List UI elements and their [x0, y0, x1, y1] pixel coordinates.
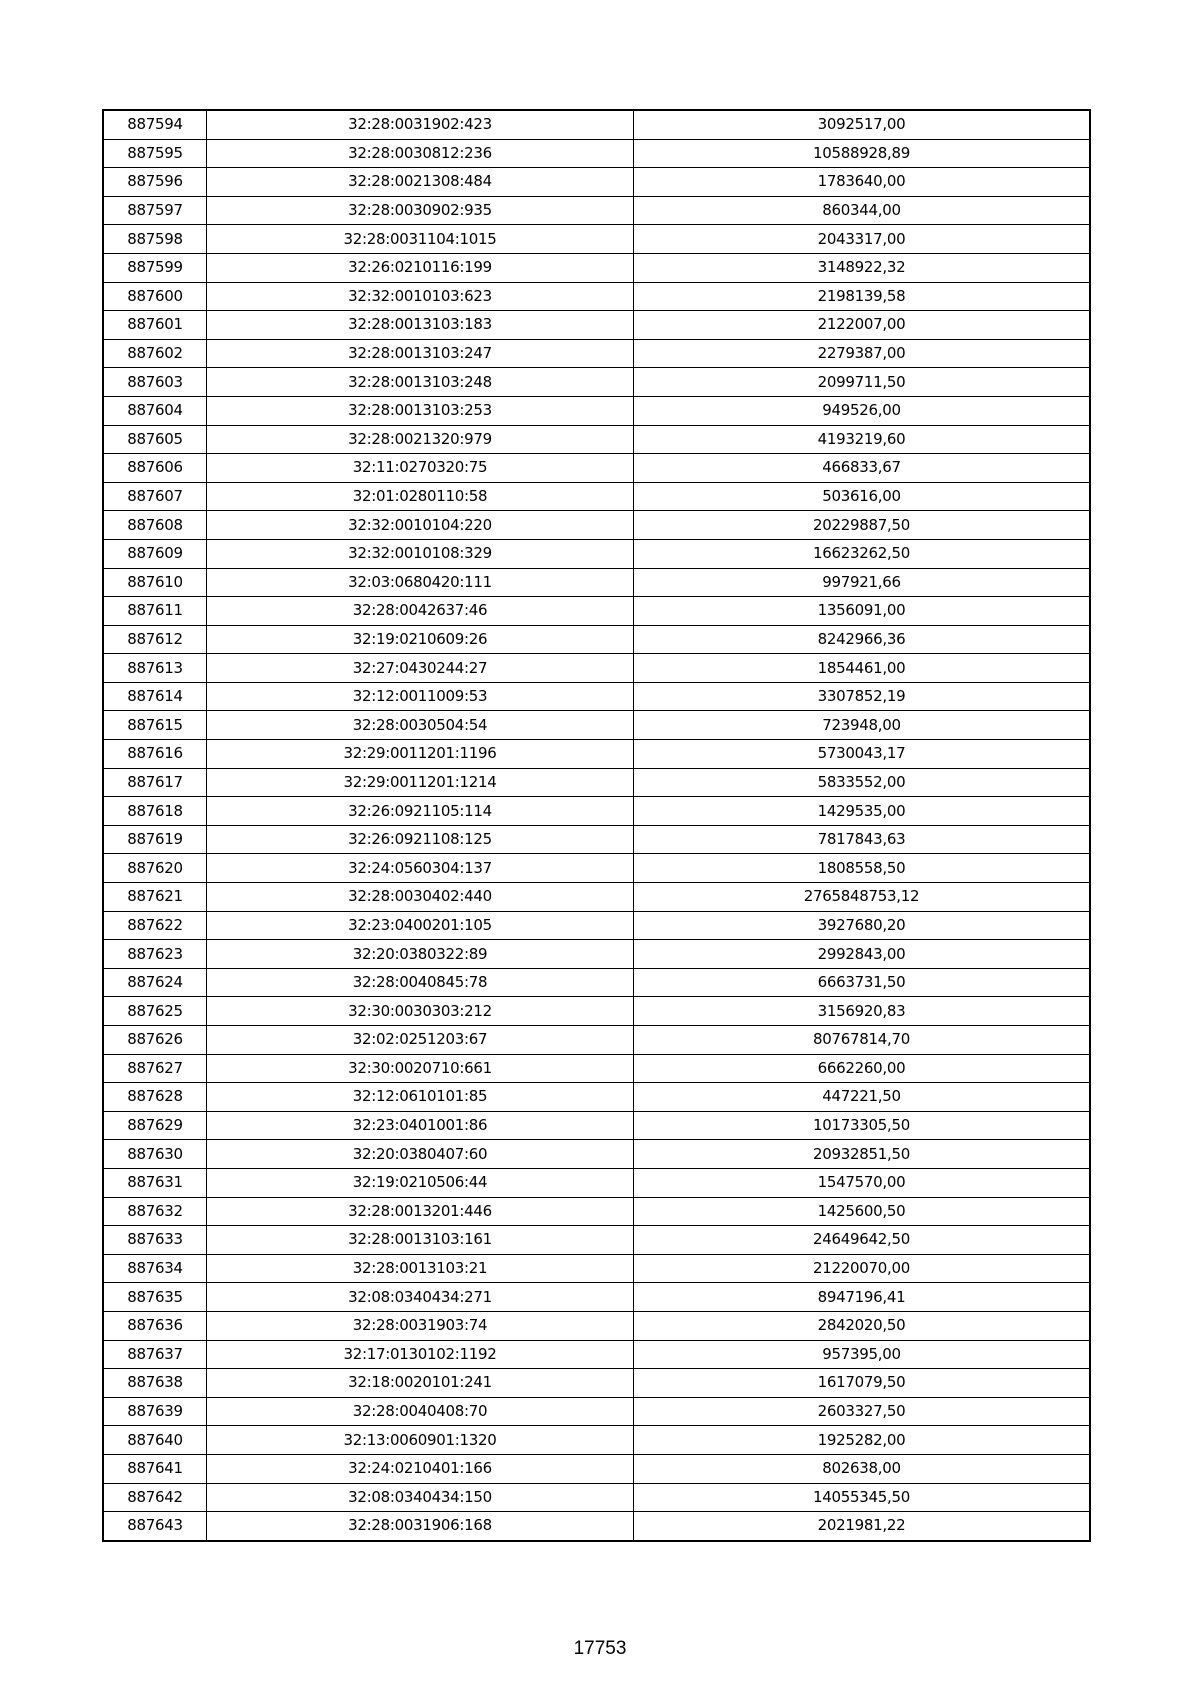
- cadastral-number-cell: 32:02:0251203:67: [207, 1026, 634, 1055]
- table-row: [103, 940, 1090, 969]
- cadastral-value-cell: 2021981,22: [634, 1512, 1091, 1541]
- row-id-cell: 887634: [103, 1254, 207, 1283]
- table-row: [103, 168, 1090, 197]
- cadastral-value-cell: 3092517,00: [634, 110, 1091, 139]
- row-id-cell: 887623: [103, 940, 207, 969]
- row-id-cell: 887622: [103, 911, 207, 940]
- cadastral-number-cell: 32:24:0560304:137: [207, 854, 634, 883]
- cadastral-value-cell: 4193219,60: [634, 425, 1091, 454]
- cadastral-value-cell: 2122007,00: [634, 311, 1091, 340]
- table-row: [103, 1197, 1090, 1226]
- cadastral-value-cell: 2279387,00: [634, 339, 1091, 368]
- row-id-cell: 887613: [103, 654, 207, 683]
- table-row: [103, 825, 1090, 854]
- table-row: [103, 1483, 1090, 1512]
- cadastral-value-cell: 80767814,70: [634, 1026, 1091, 1055]
- table-row: [103, 682, 1090, 711]
- table-row: [103, 1454, 1090, 1483]
- cadastral-value-cell: 20932851,50: [634, 1140, 1091, 1169]
- row-id-cell: 887626: [103, 1026, 207, 1055]
- cadastral-number-cell: 32:03:0680420:111: [207, 568, 634, 597]
- row-id-cell: 887598: [103, 225, 207, 254]
- cadastral-number-cell: 32:08:0340434:271: [207, 1283, 634, 1312]
- cadastral-value-cell: 2842020,50: [634, 1311, 1091, 1340]
- cadastral-value-cell: 2992843,00: [634, 940, 1091, 969]
- table-row: [103, 454, 1090, 483]
- row-id-cell: 887617: [103, 768, 207, 797]
- table-row: [103, 911, 1090, 940]
- row-id-cell: 887611: [103, 597, 207, 626]
- row-id-cell: 887635: [103, 1283, 207, 1312]
- table-row: [103, 568, 1090, 597]
- table-row: [103, 768, 1090, 797]
- row-id-cell: 887632: [103, 1197, 207, 1226]
- table-row: [103, 1111, 1090, 1140]
- table-row: [103, 597, 1090, 626]
- row-id-cell: 887643: [103, 1512, 207, 1541]
- row-id-cell: 887640: [103, 1426, 207, 1455]
- cadastral-value-cell: 1547570,00: [634, 1168, 1091, 1197]
- row-id-cell: 887604: [103, 396, 207, 425]
- cadastral-value-cell: 2765848753,12: [634, 883, 1091, 912]
- cadastral-value-cell: 2043317,00: [634, 225, 1091, 254]
- row-id-cell: 887600: [103, 282, 207, 311]
- cadastral-value-table: [102, 109, 1091, 1542]
- cadastral-number-cell: 32:28:0031104:1015: [207, 225, 634, 254]
- cadastral-value-cell: 24649642,50: [634, 1226, 1091, 1255]
- table-row: [103, 282, 1090, 311]
- cadastral-number-cell: 32:28:0021320:979: [207, 425, 634, 454]
- cadastral-number-cell: 32:19:0210609:26: [207, 625, 634, 654]
- cadastral-value-cell: 16623262,50: [634, 539, 1091, 568]
- table-row: [103, 1140, 1090, 1169]
- cadastral-value-cell: 447221,50: [634, 1083, 1091, 1112]
- row-id-cell: 887602: [103, 339, 207, 368]
- cadastral-number-cell: 32:23:0400201:105: [207, 911, 634, 940]
- table-row: [103, 1426, 1090, 1455]
- row-id-cell: 887595: [103, 139, 207, 168]
- cadastral-value-cell: 2099711,50: [634, 368, 1091, 397]
- cadastral-number-cell: 32:29:0011201:1214: [207, 768, 634, 797]
- table-row: [103, 740, 1090, 769]
- table-row: [103, 1340, 1090, 1369]
- cadastral-number-cell: 32:18:0020101:241: [207, 1369, 634, 1398]
- cadastral-number-cell: 32:26:0210116:199: [207, 253, 634, 282]
- cadastral-value-cell: 1808558,50: [634, 854, 1091, 883]
- cadastral-number-cell: 32:28:0031906:168: [207, 1512, 634, 1541]
- cadastral-number-cell: 32:01:0280110:58: [207, 482, 634, 511]
- row-id-cell: 887609: [103, 539, 207, 568]
- cadastral-number-cell: 32:13:0060901:1320: [207, 1426, 634, 1455]
- row-id-cell: 887621: [103, 883, 207, 912]
- cadastral-number-cell: 32:28:0030902:935: [207, 196, 634, 225]
- row-id-cell: 887605: [103, 425, 207, 454]
- row-id-cell: 887631: [103, 1168, 207, 1197]
- cadastral-number-cell: 32:28:0013103:183: [207, 311, 634, 340]
- row-id-cell: 887627: [103, 1054, 207, 1083]
- table-row: [103, 311, 1090, 340]
- row-id-cell: 887599: [103, 253, 207, 282]
- table-row: [103, 997, 1090, 1026]
- cadastral-value-cell: 21220070,00: [634, 1254, 1091, 1283]
- table-row: [103, 110, 1090, 139]
- table-row: [103, 1168, 1090, 1197]
- row-id-cell: 887624: [103, 968, 207, 997]
- cadastral-value-cell: 1617079,50: [634, 1369, 1091, 1398]
- row-id-cell: 887629: [103, 1111, 207, 1140]
- cadastral-number-cell: 32:24:0210401:166: [207, 1454, 634, 1483]
- row-id-cell: 887638: [103, 1369, 207, 1398]
- table-row: [103, 539, 1090, 568]
- table-row: [103, 1512, 1090, 1541]
- cadastral-number-cell: 32:26:0921105:114: [207, 797, 634, 826]
- page-number: 17753: [573, 1638, 627, 1659]
- table-body: [103, 110, 1090, 1541]
- cadastral-number-cell: 32:17:0130102:1192: [207, 1340, 634, 1369]
- row-id-cell: 887628: [103, 1083, 207, 1112]
- cadastral-number-cell: 32:28:0013103:248: [207, 368, 634, 397]
- cadastral-number-cell: 32:29:0011201:1196: [207, 740, 634, 769]
- cadastral-number-cell: 32:28:0030402:440: [207, 883, 634, 912]
- cadastral-number-cell: 32:28:0013103:161: [207, 1226, 634, 1255]
- table-row: [103, 1369, 1090, 1398]
- table-row: [103, 368, 1090, 397]
- cadastral-value-cell: 6662260,00: [634, 1054, 1091, 1083]
- cadastral-number-cell: 32:30:0020710:661: [207, 1054, 634, 1083]
- table-row: [103, 339, 1090, 368]
- table-row: [103, 1026, 1090, 1055]
- cadastral-value-cell: 1925282,00: [634, 1426, 1091, 1455]
- row-id-cell: 887596: [103, 168, 207, 197]
- cadastral-number-cell: 32:28:0042637:46: [207, 597, 634, 626]
- table-row: [103, 1311, 1090, 1340]
- table-row: [103, 139, 1090, 168]
- table-row: [103, 797, 1090, 826]
- cadastral-value-cell: 1783640,00: [634, 168, 1091, 197]
- row-id-cell: 887618: [103, 797, 207, 826]
- table-row: [103, 1397, 1090, 1426]
- cadastral-value-cell: 3148922,32: [634, 253, 1091, 282]
- cadastral-number-cell: 32:32:0010108:329: [207, 539, 634, 568]
- cadastral-value-cell: 3307852,19: [634, 682, 1091, 711]
- row-id-cell: 887614: [103, 682, 207, 711]
- row-id-cell: 887606: [103, 454, 207, 483]
- cadastral-number-cell: 32:19:0210506:44: [207, 1168, 634, 1197]
- row-id-cell: 887616: [103, 740, 207, 769]
- table-row: [103, 225, 1090, 254]
- cadastral-value-cell: 20229887,50: [634, 511, 1091, 540]
- row-id-cell: 887607: [103, 482, 207, 511]
- cadastral-value-cell: 10588928,89: [634, 139, 1091, 168]
- cadastral-number-cell: 32:08:0340434:150: [207, 1483, 634, 1512]
- cadastral-number-cell: 32:28:0021308:484: [207, 168, 634, 197]
- cadastral-value-cell: 8947196,41: [634, 1283, 1091, 1312]
- cadastral-value-cell: 6663731,50: [634, 968, 1091, 997]
- table-row: [103, 883, 1090, 912]
- row-id-cell: 887601: [103, 311, 207, 340]
- table-row: [103, 482, 1090, 511]
- cadastral-number-cell: 32:32:0010103:623: [207, 282, 634, 311]
- cadastral-number-cell: 32:20:0380322:89: [207, 940, 634, 969]
- cadastral-value-cell: 5833552,00: [634, 768, 1091, 797]
- row-id-cell: 887603: [103, 368, 207, 397]
- cadastral-value-cell: 1425600,50: [634, 1197, 1091, 1226]
- table-row: [103, 654, 1090, 683]
- cadastral-number-cell: 32:12:0011009:53: [207, 682, 634, 711]
- row-id-cell: 887620: [103, 854, 207, 883]
- cadastral-value-cell: 1854461,00: [634, 654, 1091, 683]
- row-id-cell: 887642: [103, 1483, 207, 1512]
- row-id-cell: 887594: [103, 110, 207, 139]
- cadastral-value-cell: 2603327,50: [634, 1397, 1091, 1426]
- cadastral-number-cell: 32:28:0031902:423: [207, 110, 634, 139]
- table-row: [103, 1254, 1090, 1283]
- cadastral-number-cell: 32:28:0013103:247: [207, 339, 634, 368]
- row-id-cell: 887636: [103, 1311, 207, 1340]
- cadastral-value-cell: 997921,66: [634, 568, 1091, 597]
- row-id-cell: 887633: [103, 1226, 207, 1255]
- cadastral-value-cell: 10173305,50: [634, 1111, 1091, 1140]
- cadastral-number-cell: 32:28:0013103:253: [207, 396, 634, 425]
- row-id-cell: 887615: [103, 711, 207, 740]
- cadastral-value-cell: 1429535,00: [634, 797, 1091, 826]
- cadastral-value-cell: 8242966,36: [634, 625, 1091, 654]
- cadastral-number-cell: 32:28:0030504:54: [207, 711, 634, 740]
- table-row: [103, 854, 1090, 883]
- cadastral-value-cell: 14055345,50: [634, 1483, 1091, 1512]
- cadastral-value-cell: 802638,00: [634, 1454, 1091, 1483]
- cadastral-number-cell: 32:27:0430244:27: [207, 654, 634, 683]
- row-id-cell: 887619: [103, 825, 207, 854]
- table-row: [103, 1054, 1090, 1083]
- table-row: [103, 511, 1090, 540]
- cadastral-value-cell: 5730043,17: [634, 740, 1091, 769]
- row-id-cell: 887612: [103, 625, 207, 654]
- row-id-cell: 887641: [103, 1454, 207, 1483]
- cadastral-value-cell: 723948,00: [634, 711, 1091, 740]
- cadastral-number-cell: 32:11:0270320:75: [207, 454, 634, 483]
- row-id-cell: 887608: [103, 511, 207, 540]
- cadastral-value-cell: 860344,00: [634, 196, 1091, 225]
- table-row: [103, 1283, 1090, 1312]
- cadastral-number-cell: 32:20:0380407:60: [207, 1140, 634, 1169]
- cadastral-value-cell: 2198139,58: [634, 282, 1091, 311]
- table-row: [103, 196, 1090, 225]
- cadastral-number-cell: 32:23:0401001:86: [207, 1111, 634, 1140]
- row-id-cell: 887597: [103, 196, 207, 225]
- table-row: [103, 253, 1090, 282]
- row-id-cell: 887610: [103, 568, 207, 597]
- cadastral-value-cell: 3156920,83: [634, 997, 1091, 1026]
- row-id-cell: 887639: [103, 1397, 207, 1426]
- cadastral-value-cell: 957395,00: [634, 1340, 1091, 1369]
- row-id-cell: 887637: [103, 1340, 207, 1369]
- table-row: [103, 396, 1090, 425]
- table-row: [103, 711, 1090, 740]
- row-id-cell: 887625: [103, 997, 207, 1026]
- cadastral-value-cell: 466833,67: [634, 454, 1091, 483]
- cadastral-value-cell: 503616,00: [634, 482, 1091, 511]
- cadastral-number-cell: 32:30:0030303:212: [207, 997, 634, 1026]
- cadastral-number-cell: 32:12:0610101:85: [207, 1083, 634, 1112]
- cadastral-value-cell: 1356091,00: [634, 597, 1091, 626]
- cadastral-number-cell: 32:26:0921108:125: [207, 825, 634, 854]
- cadastral-number-cell: 32:28:0013103:21: [207, 1254, 634, 1283]
- table-row: [103, 1226, 1090, 1255]
- cadastral-number-cell: 32:28:0040845:78: [207, 968, 634, 997]
- cadastral-value-cell: 3927680,20: [634, 911, 1091, 940]
- table-row: [103, 625, 1090, 654]
- table-row: [103, 968, 1090, 997]
- cadastral-number-cell: 32:28:0031903:74: [207, 1311, 634, 1340]
- cadastral-value-cell: 949526,00: [634, 396, 1091, 425]
- cadastral-number-cell: 32:32:0010104:220: [207, 511, 634, 540]
- table-row: [103, 425, 1090, 454]
- cadastral-number-cell: 32:28:0030812:236: [207, 139, 634, 168]
- cadastral-number-cell: 32:28:0013201:446: [207, 1197, 634, 1226]
- table-row: [103, 1083, 1090, 1112]
- cadastral-value-cell: 7817843,63: [634, 825, 1091, 854]
- cadastral-number-cell: 32:28:0040408:70: [207, 1397, 634, 1426]
- row-id-cell: 887630: [103, 1140, 207, 1169]
